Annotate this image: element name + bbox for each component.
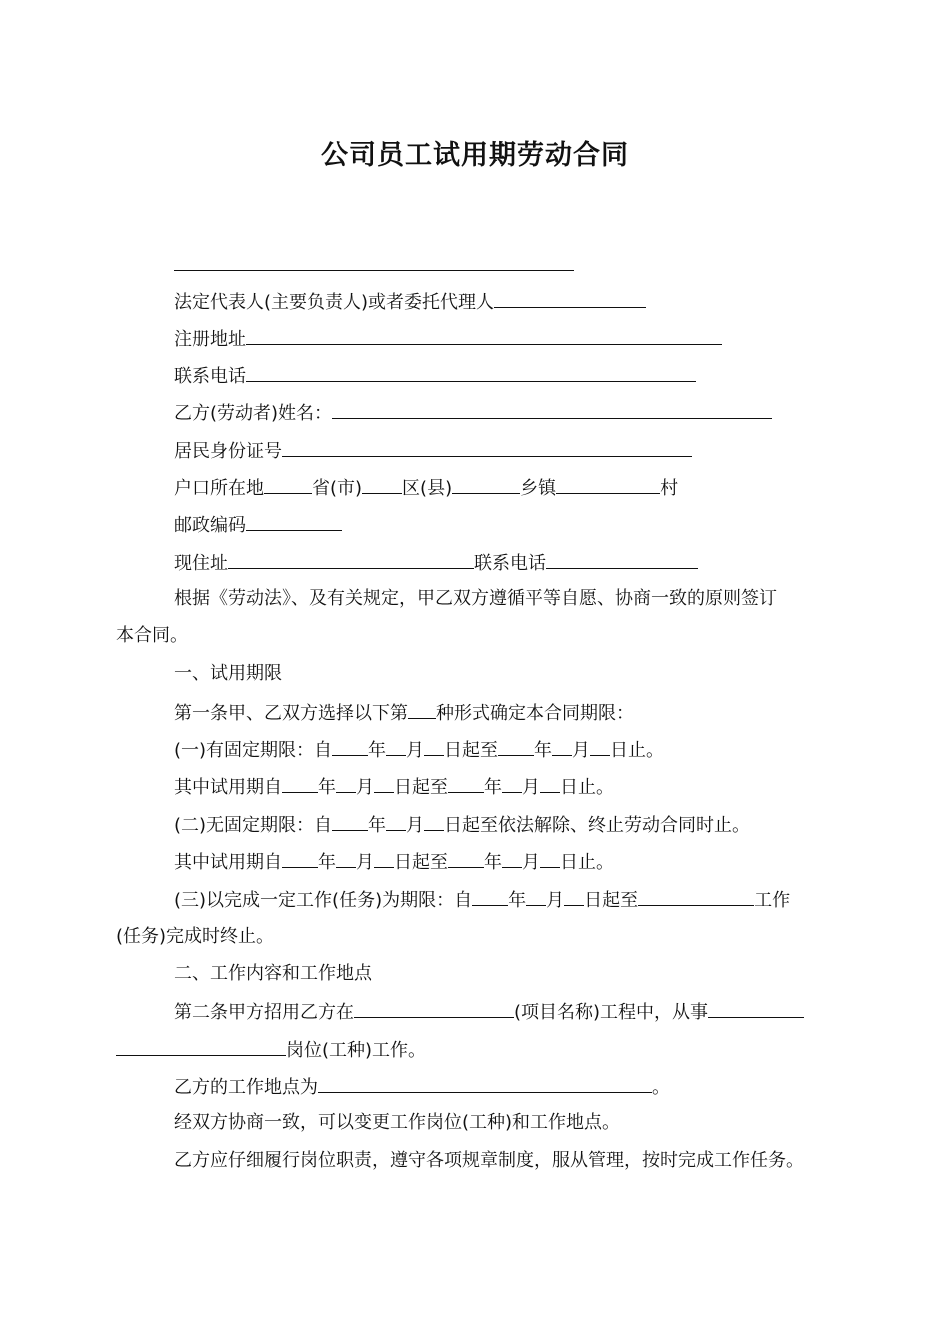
fixed-end-day-field[interactable] [590,737,610,756]
month-label: 月 [406,815,425,836]
from-label: 日起至 [444,740,499,761]
period-label: 。 [652,1077,670,1098]
reg-address-line [174,326,722,352]
fixed-start-day-field[interactable] [424,737,444,756]
fixed-start-year-field[interactable] [332,737,368,756]
fixed-term-line [174,737,664,763]
party-a-name-field[interactable] [174,252,574,271]
change-line: 经双方协商一致，可以变更工作岗位(工种)和工作地点。 [174,1112,621,1133]
section1-heading: 一、试用期限 [174,663,282,684]
from-label: 日起至 [584,890,639,911]
section2-heading: 二、工作内容和工作地点 [174,963,372,984]
legal-rep-field[interactable] [494,289,646,308]
hukou-district-field[interactable] [362,475,402,494]
location-label: 乙方的工作地点为 [174,1077,318,1098]
year-label: 年 [484,852,502,873]
article2-line [174,999,804,1025]
open-start-day-field[interactable] [424,812,444,831]
fixed-end-year-field[interactable] [498,737,534,756]
reg-address-label: 注册地址 [174,329,246,350]
month-label: 月 [572,740,591,761]
id-number-label: 居民身份证号 [174,441,282,462]
month-label: 月 [356,777,374,798]
month-label: 月 [522,852,540,873]
year-label: 年 [534,740,553,761]
task-start-year-field[interactable] [472,887,508,906]
article2-label: 第二条甲方招用乙方在 [174,1002,354,1023]
reg-address-field[interactable] [246,326,722,345]
open-term-line [174,812,750,838]
year-label: 年 [508,890,527,911]
month-label: 月 [522,777,540,798]
fixed-trial-end-day-field[interactable] [540,774,560,793]
open-trial-end-day-field[interactable] [540,849,560,868]
postcode-line [174,512,342,538]
hukou-line [174,475,678,501]
legal-rep-line [174,289,646,315]
fixed-start-month-field[interactable] [386,737,406,756]
task-term-label: (三)以完成一定工作(任务)为期限：自 [174,890,473,911]
open-trial-end-year-field[interactable] [448,849,484,868]
open-trial-start-month-field[interactable] [336,849,356,868]
duty-line: 乙方应仔细履行岗位职责，遵守各项规章制度，服从管理，按时完成工作任务。 [174,1150,804,1171]
open-trial-end-month-field[interactable] [502,849,522,868]
year-label: 年 [484,777,502,798]
village-label: 村 [660,478,679,499]
article1-choice-field[interactable] [408,700,436,719]
year-label: 年 [368,740,387,761]
open-start-month-field[interactable] [386,812,406,831]
open-trial-start-year-field[interactable] [282,849,318,868]
party-b-name-field[interactable] [332,400,772,419]
postcode-field[interactable] [246,512,342,531]
fixed-trial-line [174,774,614,800]
trial-label: 其中试用期自 [174,777,282,798]
fixed-end-month-field[interactable] [552,737,572,756]
open-term-label: (二)无固定期限：自 [174,815,333,836]
year-label: 年 [318,777,336,798]
postcode-label: 邮政编码 [174,515,246,536]
fixed-trial-start-month-field[interactable] [336,774,356,793]
phone-label: 联系电话 [174,366,246,387]
article1-line [174,700,634,726]
end-label: 日止。 [610,740,665,761]
article1-label: 第一条甲、乙双方选择以下第 [174,703,408,724]
party-b-name-label: 乙方(劳动者)姓名： [174,403,333,424]
party-b-name-line [174,400,772,426]
hukou-village-field[interactable] [556,475,660,494]
location-line [174,1074,670,1100]
task-end-field[interactable] [638,887,754,906]
year-label: 年 [368,815,387,836]
article2-label-mid: (项目名称)工程中，从事 [514,1002,709,1023]
year-label: 年 [318,852,336,873]
phone-line [174,363,696,389]
work-location-field[interactable] [318,1074,652,1093]
month-label: 月 [356,852,374,873]
article1-label-end: 种形式确定本合同期限： [436,703,634,724]
id-number-line [174,438,692,464]
id-number-field[interactable] [282,438,692,457]
task-start-day-field[interactable] [564,887,584,906]
article2-cont-line [116,1037,426,1063]
fixed-trial-start-year-field[interactable] [282,774,318,793]
open-trial-line [174,849,614,875]
legal-rep-label: 法定代表人(主要负责人)或者委托代理人 [174,292,495,313]
open-trial-start-day-field[interactable] [374,849,394,868]
from-label: 日起至 [394,777,448,798]
fixed-trial-end-year-field[interactable] [448,774,484,793]
end-label: 日止。 [560,852,614,873]
town-label: 乡镇 [520,478,557,499]
month-label: 月 [406,740,425,761]
task-term-line [174,887,790,913]
job-field-1[interactable] [708,999,804,1018]
intro-line-1: 根据《劳动法》、及有关规定，甲乙双方遵循平等自愿、协商一致的原则签订 [174,588,777,609]
from-label: 日起至 [394,852,448,873]
project-name-field[interactable] [354,999,514,1018]
month-label: 月 [546,890,565,911]
current-address-line [174,550,698,576]
article2-cont-label: 岗位(工种)工作。 [286,1040,427,1061]
current-address-label: 现住址 [174,553,228,574]
current-phone-label: 联系电话 [474,553,546,574]
party-a-line [174,252,574,278]
task-start-month-field[interactable] [526,887,546,906]
fixed-trial-start-day-field[interactable] [374,774,394,793]
task-term-cont: (任务)完成时终止。 [116,926,275,947]
phone-field[interactable] [246,363,696,382]
fixed-trial-end-month-field[interactable] [502,774,522,793]
province-label: 省(市) [312,478,363,499]
current-phone-field[interactable] [546,550,698,569]
open-term-end-label: 日起至依法解除、终止劳动合同时止。 [444,815,751,836]
trial-label: 其中试用期自 [174,852,282,873]
open-start-year-field[interactable] [332,812,368,831]
fixed-term-label: (一)有固定期限：自 [174,740,333,761]
intro-line-2: 本合同。 [116,625,188,646]
hukou-province-field[interactable] [264,475,312,494]
hukou-town-field[interactable] [452,475,520,494]
page-title: 公司员工试用期劳动合同 [321,140,629,171]
end-label: 日止。 [560,777,614,798]
job-field-2[interactable] [116,1037,286,1056]
hukou-label: 户口所在地 [174,478,264,499]
district-label: 区(县) [402,478,453,499]
work-label: 工作 [754,890,791,911]
current-address-field[interactable] [228,550,474,569]
